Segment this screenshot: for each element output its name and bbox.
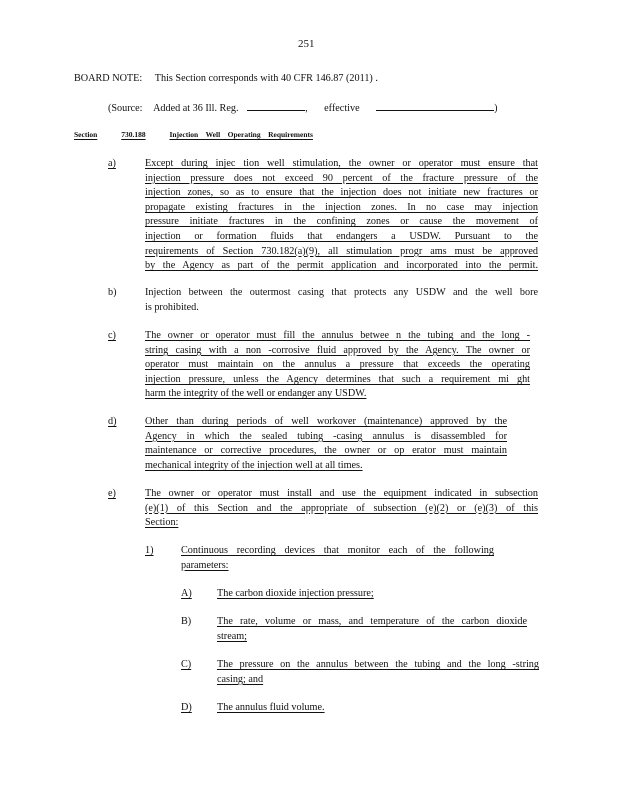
para-e-line: Section: [145,517,179,529]
para-a-line: by the Agency as part of the permit application and incorporated into the permit. [145,260,538,272]
para-a-label: a) [108,158,116,169]
source-note [108,100,498,117]
source-added: Added at 36 Ill. Reg. [153,103,239,114]
para-B-line: stream; [217,630,247,642]
para-e-text [145,487,538,531]
para-c-line: operator must maintain on the annulus a pressure that exceeds the operating [145,359,530,371]
para-e-line: The owner or operator must install and use the equipment indicated in subsection [145,488,538,499]
para-b-line: Injection between the outermost casing that protects any USDW and the well bore [145,287,538,298]
para-c-line: The owner or operator must fill the annulus betwee n the tubing and the long - [145,330,530,341]
para-B-text [217,615,527,644]
para-a-line: Except during injec tion well stimulation, the owner or operator must ensure that [145,158,538,169]
para-d-line: maintenance or corrective procedures, the owner or op erator must maintain [145,445,507,457]
source-comma: , [305,103,308,114]
section-heading [74,128,313,143]
source-reg-blank [247,100,305,111]
para-D-label: D) [181,702,192,713]
para-a-line: pressure initiate fractures in the confining zones or cause the movement of [145,216,538,228]
para-D-text [217,701,347,716]
para-c-line: injection pressure, unless the Agency determines that such a requirement mi ght [145,373,530,385]
para-d-label: d) [108,416,117,427]
para-d-line: Agency in which the sealed tubing -casing annulus is disassembled for [145,430,507,442]
para-b-text [145,286,538,315]
para-e1-label: 1) [145,545,154,556]
para-a-line: injection zones, so as to ensure that the injection does not initiate new fractures or [145,187,538,199]
para-c-label: c) [108,330,116,341]
para-C-label: C) [181,659,192,670]
section-number: 730.188 [121,130,146,139]
para-C-text [217,658,539,687]
para-e1-text [181,544,494,573]
para-D-line: The annulus fluid volume. [217,702,325,713]
para-A-label: A) [181,588,192,599]
para-c-text [145,329,530,402]
source-effective: effective [324,103,360,114]
para-B-label: B) [181,616,192,627]
para-d-text [145,415,507,473]
para-e1-line: Continuous recording devices that monitor each of the following [181,545,494,556]
para-b-label: b) [108,287,117,298]
para-a-line: injection or formation fluids that endangers a USDW. Pursuant to the [145,230,538,242]
para-a-line: injection pressure does not exceed 90 percent of the fracture pressure of the [145,172,538,184]
section-label: Section [74,130,98,139]
source-effective-blank [376,100,494,111]
para-B-line: The rate, volume or mass, and temperature of the carbon dioxide [217,616,527,627]
board-note-label: BOARD NOTE: [74,73,143,84]
para-A-text [217,587,407,602]
para-b-line: is prohibited. [145,301,199,313]
para-d-line: mechanical integrity of the injection well at all times. [145,459,363,471]
para-C-line: casing; and [217,673,264,685]
section-title: Injection Well Operating Requirements [169,130,313,139]
para-a-text [145,157,538,274]
para-e1-line: parameters: [181,559,229,571]
para-d-line: Other than during periods of well workover (maintenance) approved by the [145,416,507,427]
para-a-line: propagate existing fractures in the injection zones. In no case may injection [145,201,538,213]
board-note [74,72,378,87]
source-close: ) [494,103,498,114]
para-C-line: The pressure on the annulus between the tubing and the long -string [217,659,539,670]
para-A-line: The carbon dioxide injection pressure; [217,588,374,599]
para-e-line: (e)(1) of this Section and the appropriate of subsection (e)(2) or (e)(3) of this [145,502,538,514]
para-a-line: requirements of Section 730.182(a)(9), all stimulation progr ams must be approved [145,245,538,257]
source-prefix: (Source: [108,103,143,114]
para-e-label: e) [108,488,116,499]
para-c-line: harm the integrity of the well or endanger any USDW. [145,388,367,400]
page-number: 251 [298,38,315,50]
board-note-text: This Section corresponds with 40 CFR 146.87 (2011) . [154,73,378,84]
para-c-line: string casing with a non -corrosive fluid approved by the Agency. The owner or [145,344,530,356]
